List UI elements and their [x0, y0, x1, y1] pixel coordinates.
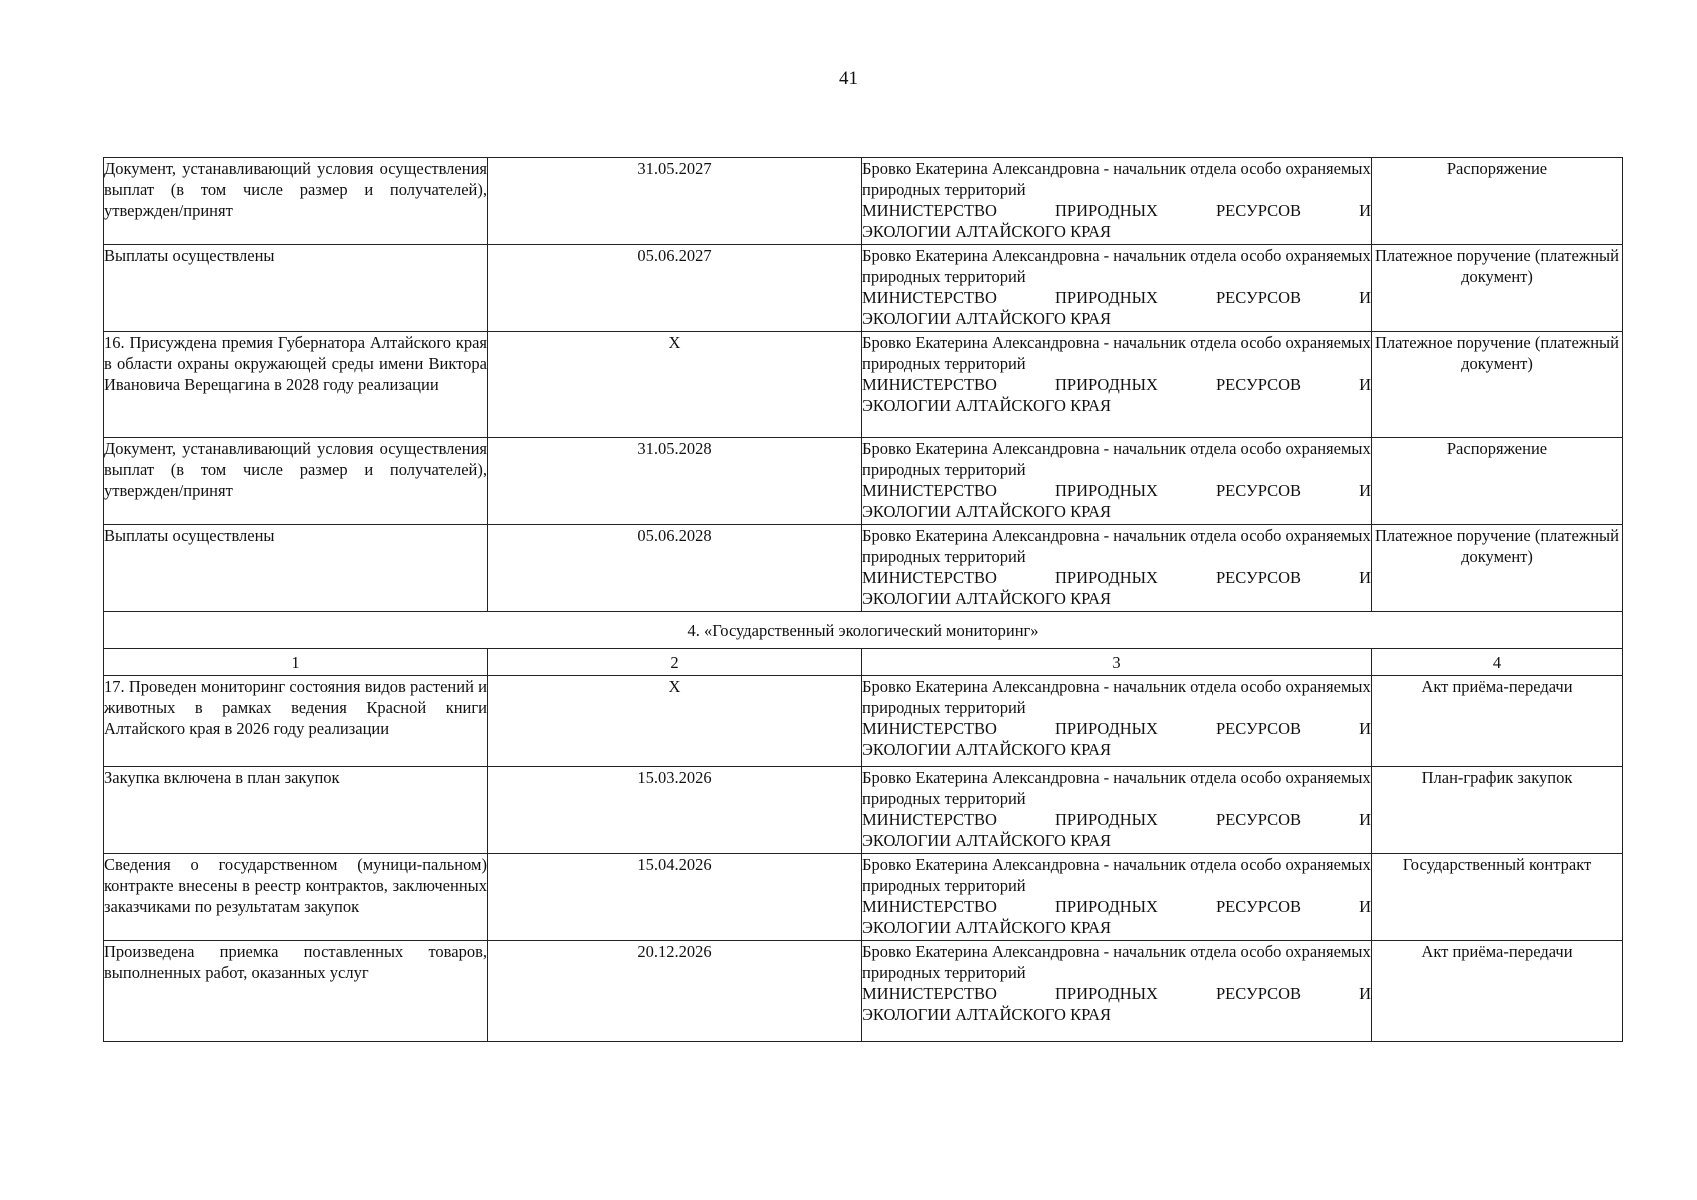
date-cell: X: [488, 676, 862, 767]
responsible-name: Бровко Екатерина Александровна - начальник отдела особо охраняемых природных территорий: [862, 942, 1371, 982]
table-row: [104, 767, 1623, 854]
responsible-org-line2: ЭКОЛОГИИ АЛТАЙСКОГО КРАЯ: [862, 918, 1112, 937]
responsible-name: Бровко Екатерина Александровна - начальник отдела особо охраняемых природных территорий: [862, 677, 1371, 717]
table-row: [104, 438, 1623, 525]
responsible-org-line2: ЭКОЛОГИИ АЛТАЙСКОГО КРАЯ: [862, 309, 1112, 328]
responsible-org-line1: МИНИСТЕРСТВО ПРИРОДНЫХ РЕСУРСОВ И: [862, 810, 1371, 829]
table-row: [104, 332, 1623, 438]
event-cell: Документ, устанавливающий условия осуществления выплат (в том числе размер и получателей), утвержден/принят: [104, 438, 488, 525]
responsible-cell: [862, 525, 1372, 612]
document-cell: Распоряжение: [1372, 158, 1623, 245]
date-cell: 15.04.2026: [488, 854, 862, 941]
date-cell: 31.05.2028: [488, 438, 862, 525]
document-cell: Распоряжение: [1372, 438, 1623, 525]
responsible-org-line1: МИНИСТЕРСТВО ПРИРОДНЫХ РЕСУРСОВ И: [862, 984, 1371, 1003]
responsible-org-line1: МИНИСТЕРСТВО ПРИРОДНЫХ РЕСУРСОВ И: [862, 568, 1371, 587]
event-cell: Произведена приемка поставленных товаров, выполненных работ, оказанных услуг: [104, 941, 488, 1042]
column-number: 1: [104, 649, 488, 676]
responsible-name: Бровко Екатерина Александровна - начальник отдела особо охраняемых природных территорий: [862, 855, 1371, 895]
responsible-cell: [862, 941, 1372, 1042]
date-cell: 31.05.2027: [488, 158, 862, 245]
column-number: 4: [1372, 649, 1623, 676]
section-row: [104, 612, 1623, 649]
responsible-name: Бровко Екатерина Александровна - начальник отдела особо охраняемых природных территорий: [862, 246, 1371, 286]
document-cell: Государственный контракт: [1372, 854, 1623, 941]
date-cell: X: [488, 332, 862, 438]
responsible-org-line1: МИНИСТЕРСТВО ПРИРОДНЫХ РЕСУРСОВ И: [862, 481, 1371, 500]
responsible-cell: [862, 854, 1372, 941]
responsible-org-line2: ЭКОЛОГИИ АЛТАЙСКОГО КРАЯ: [862, 831, 1112, 850]
date-cell: 05.06.2027: [488, 245, 862, 332]
responsible-org-line1: МИНИСТЕРСТВО ПРИРОДНЫХ РЕСУРСОВ И: [862, 375, 1371, 394]
responsible-org-line2: ЭКОЛОГИИ АЛТАЙСКОГО КРАЯ: [862, 740, 1112, 759]
responsible-org-line2: ЭКОЛОГИИ АЛТАЙСКОГО КРАЯ: [862, 502, 1112, 521]
column-number-row: [104, 649, 1623, 676]
document-cell: Платежное поручение (платежный документ): [1372, 245, 1623, 332]
event-cell: 16. Присуждена премия Губернатора Алтайского края в области охраны окружающей среды имени Виктора Ивановича Верещагина в 2028 году реализации: [104, 332, 488, 438]
document-cell: Акт приёма-передачи: [1372, 676, 1623, 767]
table-row: [104, 676, 1623, 767]
event-cell: 17. Проведен мониторинг состояния видов растений и животных в рамках ведения Красной книги Алтайского края в 2026 году реализации: [104, 676, 488, 767]
column-number: 3: [862, 649, 1372, 676]
responsible-org-line2: ЭКОЛОГИИ АЛТАЙСКОГО КРАЯ: [862, 222, 1112, 241]
responsible-name: Бровко Екатерина Александровна - начальник отдела особо охраняемых природных территорий: [862, 439, 1371, 479]
date-cell: 05.06.2028: [488, 525, 862, 612]
table-row: [104, 854, 1623, 941]
event-cell: Выплаты осуществлены: [104, 525, 488, 612]
event-cell: Выплаты осуществлены: [104, 245, 488, 332]
document-cell: Платежное поручение (платежный документ): [1372, 525, 1623, 612]
section-title: 4. «Государственный экологический мониторинг»: [104, 612, 1623, 649]
event-cell: Документ, устанавливающий условия осуществления выплат (в том числе размер и получателей), утвержден/принят: [104, 158, 488, 245]
table-row: [104, 525, 1623, 612]
responsible-name: Бровко Екатерина Александровна - начальник отдела особо охраняемых природных территорий: [862, 526, 1371, 566]
responsible-name: Бровко Екатерина Александровна - начальник отдела особо охраняемых природных территорий: [862, 333, 1371, 373]
responsible-cell: [862, 767, 1372, 854]
event-cell: Закупка включена в план закупок: [104, 767, 488, 854]
responsible-cell: [862, 332, 1372, 438]
event-cell: Сведения о государственном (муници-пальном) контракте внесены в реестр контрактов, заключенных заказчиками по результатам закупок: [104, 854, 488, 941]
date-cell: 20.12.2026: [488, 941, 862, 1042]
responsible-org-line1: МИНИСТЕРСТВО ПРИРОДНЫХ РЕСУРСОВ И: [862, 288, 1371, 307]
responsible-org-line1: МИНИСТЕРСТВО ПРИРОДНЫХ РЕСУРСОВ И: [862, 719, 1371, 738]
page-number: 41: [839, 68, 858, 89]
responsible-cell: [862, 438, 1372, 525]
table-row: [104, 158, 1623, 245]
document-cell: Платежное поручение (платежный документ): [1372, 332, 1623, 438]
responsible-org-line2: ЭКОЛОГИИ АЛТАЙСКОГО КРАЯ: [862, 396, 1112, 415]
responsible-cell: [862, 158, 1372, 245]
responsible-org-line1: МИНИСТЕРСТВО ПРИРОДНЫХ РЕСУРСОВ И: [862, 897, 1371, 916]
table-row: [104, 941, 1623, 1042]
document-cell: План-график закупок: [1372, 767, 1623, 854]
column-number: 2: [488, 649, 862, 676]
responsible-cell: [862, 676, 1372, 767]
responsible-org-line1: МИНИСТЕРСТВО ПРИРОДНЫХ РЕСУРСОВ И: [862, 201, 1371, 220]
date-cell: 15.03.2026: [488, 767, 862, 854]
document-cell: Акт приёма-передачи: [1372, 941, 1623, 1042]
plan-table: [103, 157, 1623, 1042]
responsible-name: Бровко Екатерина Александровна - начальник отдела особо охраняемых природных территорий: [862, 159, 1371, 199]
responsible-org-line2: ЭКОЛОГИИ АЛТАЙСКОГО КРАЯ: [862, 1005, 1112, 1024]
table-row: [104, 245, 1623, 332]
responsible-name: Бровко Екатерина Александровна - начальник отдела особо охраняемых природных территорий: [862, 768, 1371, 808]
responsible-org-line2: ЭКОЛОГИИ АЛТАЙСКОГО КРАЯ: [862, 589, 1112, 608]
responsible-cell: [862, 245, 1372, 332]
